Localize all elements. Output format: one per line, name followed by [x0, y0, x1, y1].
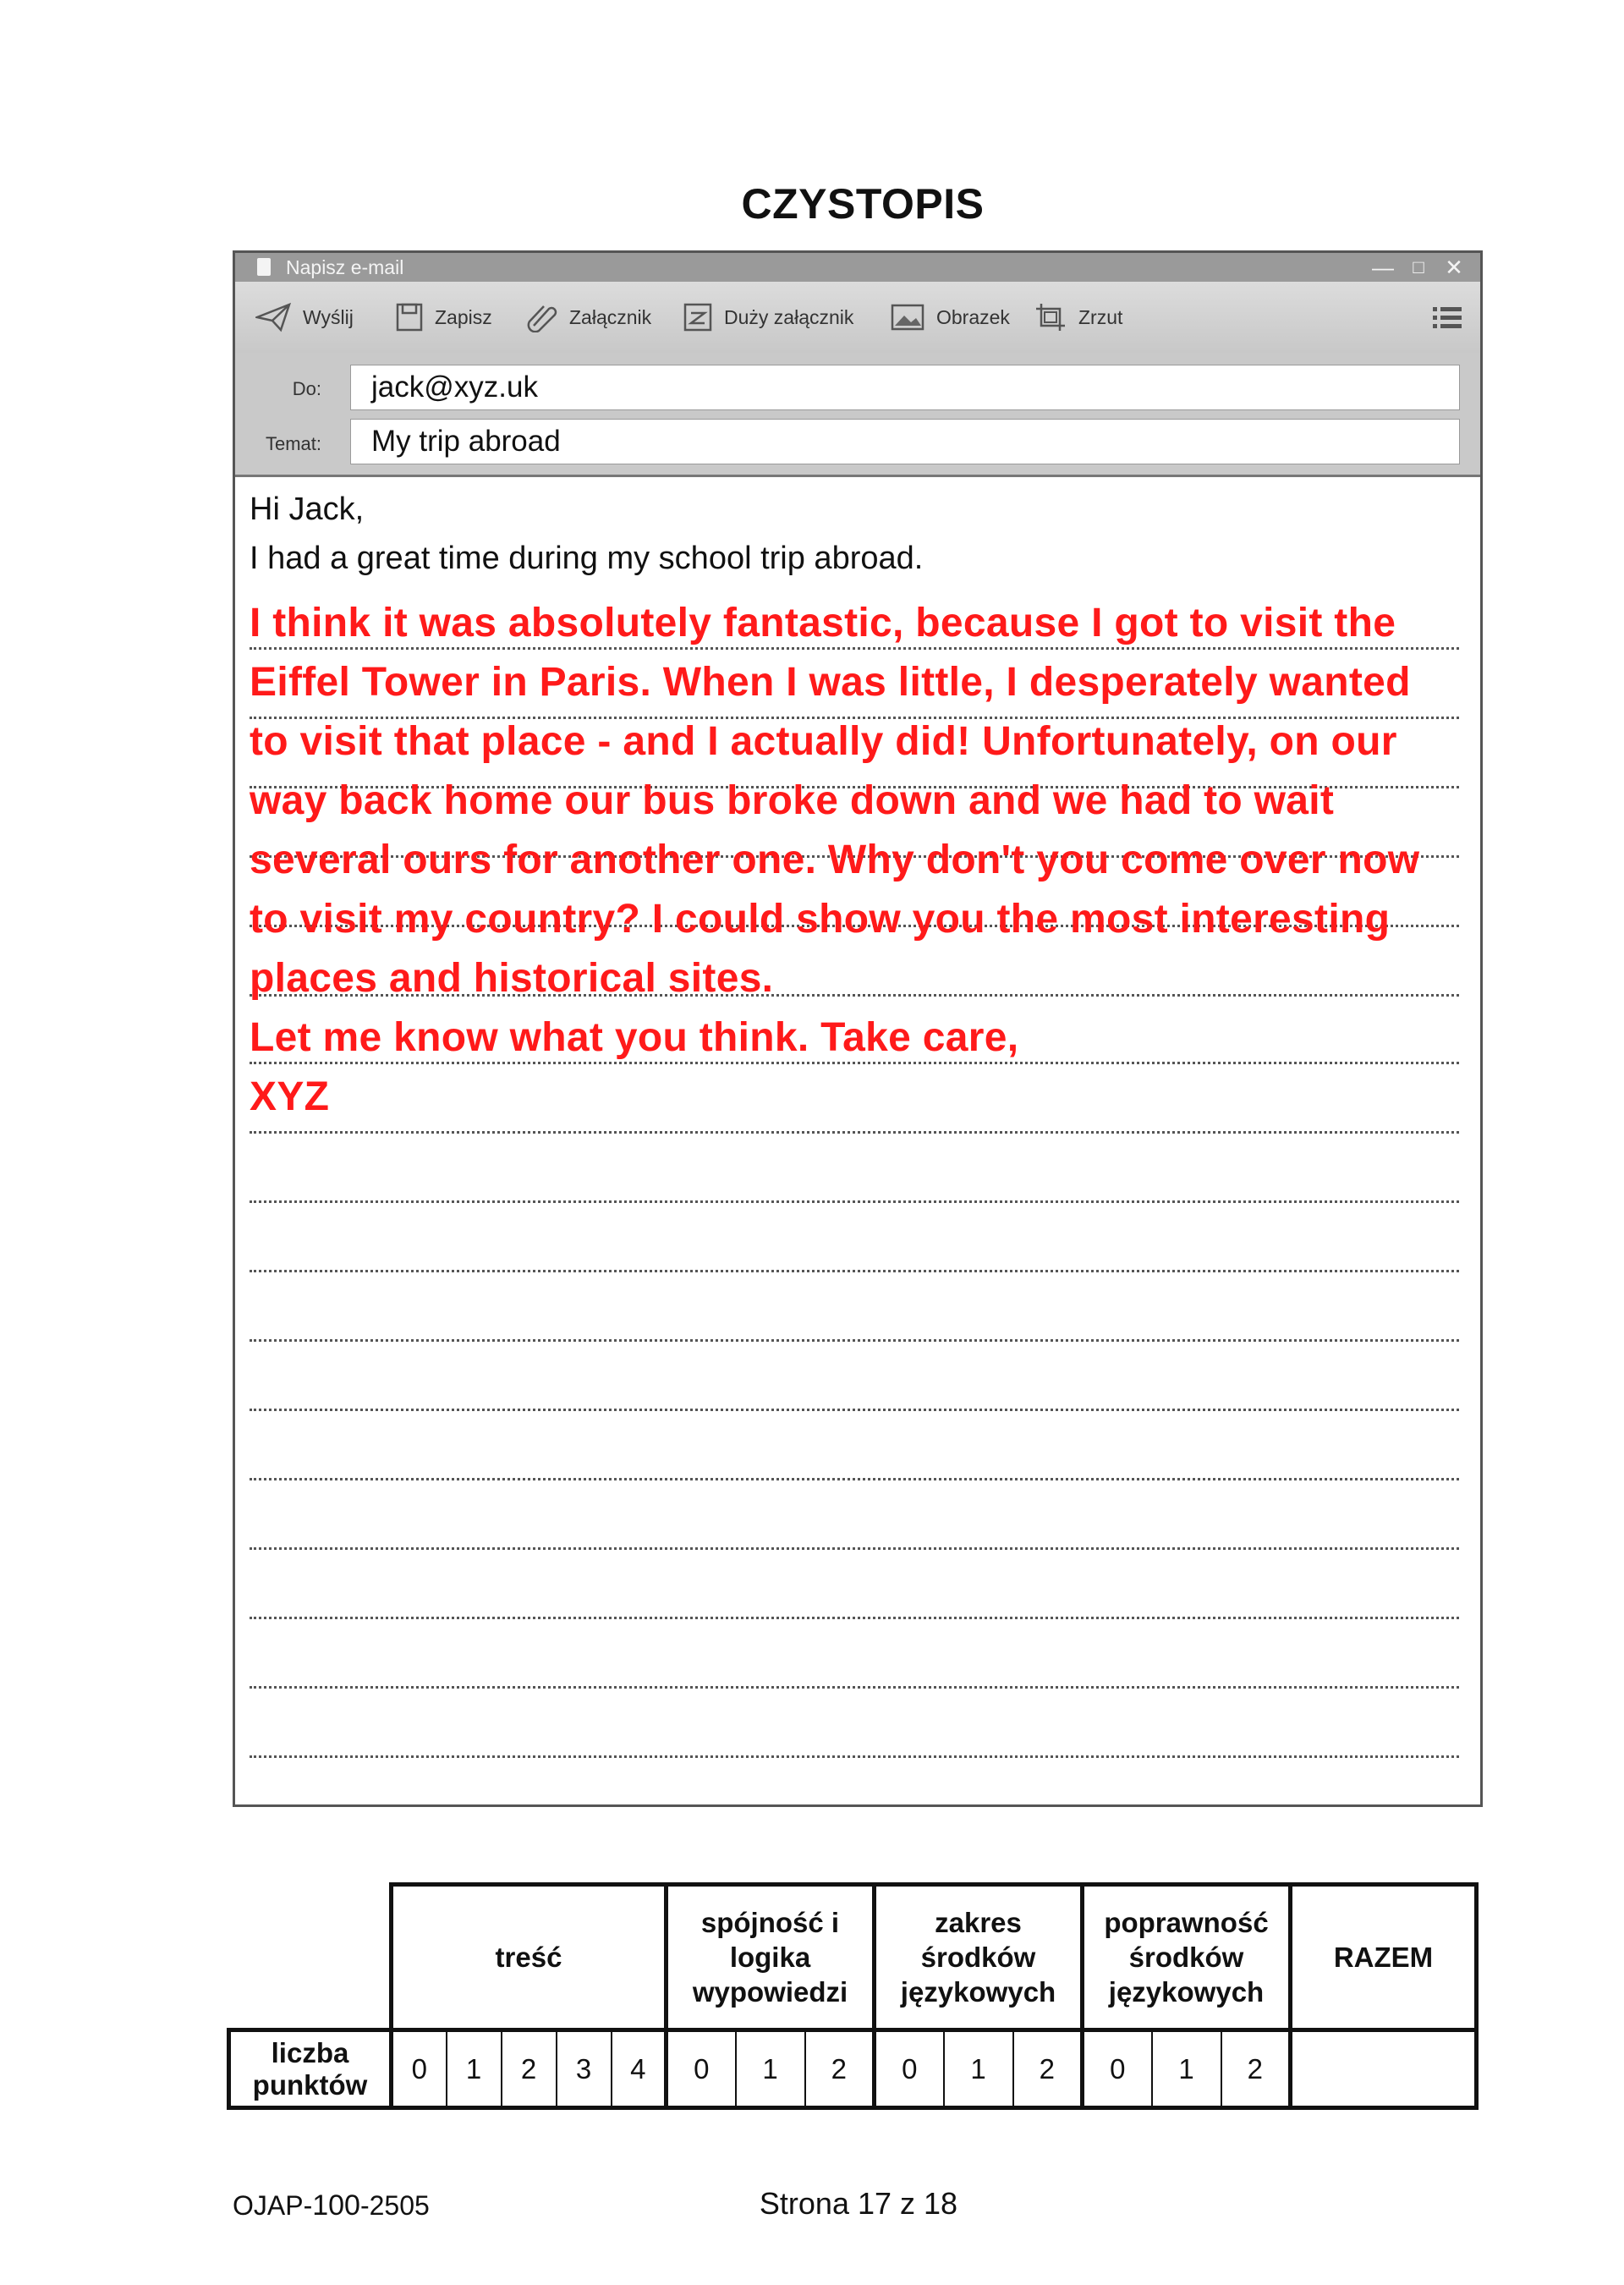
- image-button[interactable]: [891, 300, 1010, 334]
- menu-icon[interactable]: [1433, 305, 1462, 331]
- image-label: Obrazek: [936, 305, 1010, 328]
- score-cell: 1: [944, 2030, 1013, 2108]
- score-cell: 2: [1221, 2030, 1291, 2108]
- save-label: Zapisz: [435, 305, 492, 328]
- large-attachment-icon: [683, 303, 712, 332]
- close-icon[interactable]: ✕: [1445, 255, 1463, 280]
- writing-line: [250, 1131, 1459, 1134]
- score-table: [227, 1882, 1479, 2110]
- writing-line: [250, 1409, 1459, 1411]
- large-attachment-label: Duży załącznik: [724, 305, 854, 328]
- paperclip-icon: [527, 302, 557, 332]
- writing-line: [250, 1200, 1459, 1203]
- writing-line: [250, 1755, 1459, 1758]
- handwritten-line: way back home our bus broke down and we had to wait: [250, 778, 1335, 823]
- page-number: Strona 17 z 18: [759, 2186, 958, 2221]
- exam-code-main: 100: [312, 2189, 360, 2222]
- to-field[interactable]: jack@xyz.uk: [350, 365, 1460, 410]
- writing-line: [250, 1686, 1459, 1689]
- subject-label: Temat:: [265, 433, 321, 454]
- header-content: treść: [392, 1885, 667, 2030]
- exam-code-suffix: -2505: [359, 2190, 430, 2221]
- document-icon: [257, 258, 271, 276]
- window-titlebar: [235, 253, 1480, 282]
- writing-line: [250, 1339, 1459, 1342]
- exam-code-prefix: OJAP-: [233, 2190, 313, 2221]
- window-title: Napisz e-mail: [286, 256, 404, 278]
- page-title: CZYSTOPIS: [741, 180, 985, 228]
- score-cell: 2: [502, 2030, 557, 2108]
- writing-line: [250, 1617, 1459, 1619]
- header-accuracy: poprawność środków językowych: [1083, 1885, 1291, 2030]
- writing-line: [250, 1547, 1459, 1550]
- large-attachment-button[interactable]: [683, 300, 853, 334]
- writing-line: [250, 647, 1459, 650]
- score-cell: 2: [805, 2030, 875, 2108]
- handwritten-line: several ours for another one. Why don't you come over now: [250, 838, 1420, 882]
- total-cell: [1291, 2030, 1477, 2108]
- score-cell: 4: [612, 2030, 667, 2108]
- score-cell: 1: [1152, 2030, 1221, 2108]
- header-total: RAZEM: [1291, 1885, 1477, 2030]
- score-cell: 1: [447, 2030, 502, 2108]
- email-headers: [235, 353, 1480, 477]
- save-button[interactable]: [396, 300, 492, 334]
- send-icon: [255, 302, 291, 332]
- header-coherence: spójność i logika wypowiedzi: [667, 1885, 875, 2030]
- score-cell: 1: [736, 2030, 805, 2108]
- email-body[interactable]: [235, 475, 1480, 1804]
- header-range: zakres środków językowych: [875, 1885, 1083, 2030]
- writing-line: [250, 1270, 1459, 1272]
- handwritten-line: places and historical sites.: [250, 956, 774, 1001]
- screenshot-label: Zrzut: [1078, 305, 1123, 328]
- score-cell: 0: [392, 2030, 447, 2108]
- maximize-icon[interactable]: □: [1413, 256, 1424, 277]
- opening-text: I had a great time during my school trip abroad.: [250, 541, 924, 576]
- minimize-icon[interactable]: —: [1372, 255, 1394, 280]
- handwritten-line: Eiffel Tower in Paris. When I was little, I desperately wanted: [250, 660, 1411, 705]
- crop-icon: [1034, 302, 1067, 332]
- email-window: [233, 250, 1483, 1807]
- screenshot-button[interactable]: [1034, 300, 1122, 334]
- image-icon: [891, 304, 924, 331]
- writing-line: [250, 1478, 1459, 1480]
- score-cell: 0: [667, 2030, 736, 2108]
- to-label: Do:: [292, 378, 321, 399]
- handwritten-line: to visit my country? I could show you the most interesting: [250, 897, 1391, 942]
- handwritten-line: to visit that place - and I actually did! Unfortunately, on our: [250, 719, 1397, 764]
- row-label: liczba punktów: [229, 2030, 392, 2108]
- save-icon: [396, 303, 423, 332]
- score-cell: 0: [1083, 2030, 1152, 2108]
- score-cell: 0: [875, 2030, 944, 2108]
- score-cell: 2: [1013, 2030, 1083, 2108]
- send-button[interactable]: [255, 300, 354, 334]
- greeting-text: Hi Jack,: [250, 492, 365, 527]
- table-corner: [229, 1885, 392, 2030]
- email-toolbar: [235, 282, 1480, 354]
- handwritten-line: Let me know what you think. Take care,: [250, 1015, 1019, 1060]
- subject-field[interactable]: My trip abroad: [350, 419, 1460, 464]
- score-cell: 3: [557, 2030, 612, 2108]
- attachment-label: Załącznik: [569, 305, 652, 328]
- send-label: Wyślij: [303, 305, 354, 328]
- attachment-button[interactable]: [527, 300, 651, 334]
- handwritten-line: XYZ: [250, 1074, 330, 1119]
- writing-line: [250, 1062, 1459, 1064]
- handwritten-line: I think it was absolutely fantastic, because I got to visit the: [250, 601, 1396, 645]
